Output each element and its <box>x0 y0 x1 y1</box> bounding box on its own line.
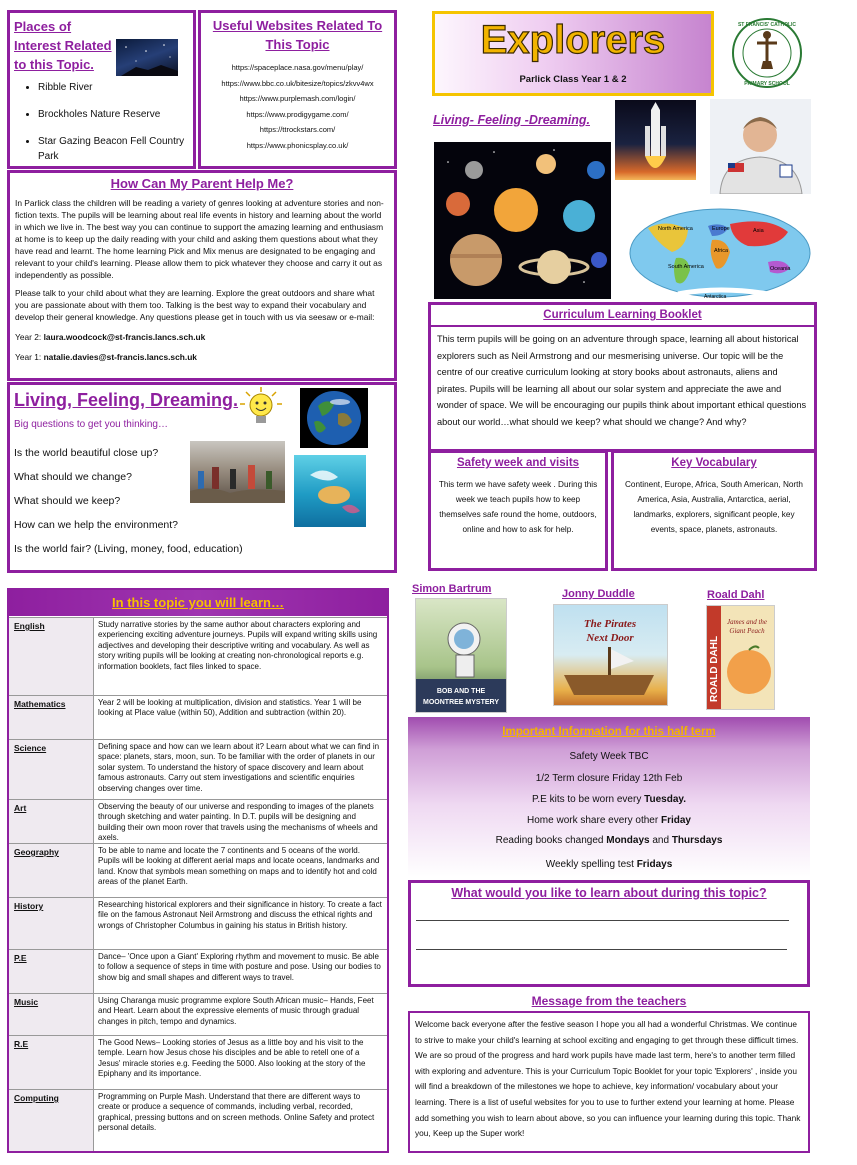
living-heading: Living, Feeling, Dreaming. <box>14 390 239 410</box>
question-item: Is the world fair? (Living, money, food, education) <box>14 543 243 555</box>
svg-text:ROALD DAHL: ROALD DAHL <box>709 635 720 702</box>
rocket-launch-image <box>615 100 696 180</box>
subject-name: Art <box>14 803 27 813</box>
vocab-title: Key Vocabulary <box>671 457 757 469</box>
question-title: What would you like to learn about during this topic? <box>451 886 767 900</box>
subject-name: Mathematics <box>14 699 66 709</box>
subject-row <box>9 949 387 994</box>
parent-help-title: How Can My Parent Help Me? <box>110 176 294 191</box>
year2-email-line: Year 2: laura.woodcock@st-francis.lancs.sch.uk <box>15 332 206 342</box>
author-name: Simon Bartrum <box>412 583 492 595</box>
important-info-box <box>408 717 810 877</box>
subject-description: Observing the beauty of our universe and responding to images of the planets through sketching and water painting. In D.T. pupils will be designing and building their own moon rover that travels using the mechanisms of wheels and axels. <box>98 802 378 843</box>
svg-text:BOB AND THE: BOB AND THE <box>436 688 486 695</box>
big-questions-subheading: Big questions to get you thinking… <box>14 419 168 430</box>
website-link[interactable]: https://www.purplemash.com/login/ <box>239 94 356 104</box>
question-item: How can we help the environment? <box>14 519 179 531</box>
key-vocabulary-box <box>611 450 817 571</box>
subject-cell <box>9 618 94 696</box>
subject-row <box>9 993 387 1036</box>
subject-cell <box>9 800 94 844</box>
subject-description: Study narrative stories by the same author about characters exploring and experiencing exciting adventure journeys. Pupils will expand writing skills using adjectives and developing their descriptive writing and vocabulary. As well as story writing pupils will be looking at creating non-chronological reports e.g. information booklets, fact files linked to space. <box>98 620 378 671</box>
earth-image <box>300 388 368 448</box>
learning-request-box <box>408 880 810 987</box>
map-label: Antarctica <box>704 294 727 300</box>
map-label: Europe <box>712 226 730 232</box>
map-label: North America <box>658 226 693 232</box>
subject-name: Geography <box>14 847 59 857</box>
parent-help-para2: Please talk to your child about what they are learning. Explore the great outdoors and share what you are passionate about with them too. Talking is the best way to expand their vocabulary and develop their general knowledge. Any questions please get in touch with us via seesaw or e-mail: <box>15 288 375 322</box>
place-item: • Brockholes Nature Reserve <box>38 107 193 122</box>
parent-help-para1: In Parlick class the children will be reading a variety of genres looking at adventure stories and non-fiction texts. The pupils will be learning about real life events in history and learning about the world in which we live in. The best way you can continue to support the amazing learning and enthusiasm at home is to keep up the daily reading with your child and asking them questions about what they have read and learnt. The home learning Pick and Mix menus are designated to be engaging and relevant to your child's learning. Please allow them to pick whatever they choose and carry it out as independently as possible. <box>15 198 384 280</box>
svg-text:PRIMARY SCHOOL: PRIMARY SCHOOL <box>744 81 790 87</box>
subject-name: Computing <box>14 1093 59 1103</box>
info-line-homework: Home work share every other Friday <box>527 815 691 826</box>
map-label: Africa <box>714 248 729 254</box>
question-item: Is the world beautiful close up? <box>14 447 159 459</box>
subject-row <box>9 617 387 696</box>
subject-description: The Good News– Looking stories of Jesus as a little boy and his visit to the temple. Learn how Jesus chose his disciples and be able to retell one of a Jesus' miracle stories e.g. Feeding the 5000. Also looking at the story of the Epiphany and its importance. <box>98 1038 366 1079</box>
topic-title: Explorers <box>480 18 666 62</box>
safety-week-box <box>428 450 608 571</box>
subject-description: Dance– 'Once upon a Giant' Exploring rhythm and movement to music. Be able to follow a sequence of steps in time with posture and pose. Using our bodies to show big and small shapes and different ways to travel. <box>98 952 381 982</box>
map-label: Oceania <box>770 266 791 272</box>
subject-name: P.E <box>14 953 27 963</box>
svg-text:The Pirates: The Pirates <box>583 618 637 630</box>
info-line-closure: 1/2 Term closure Friday 12th Feb <box>535 773 683 784</box>
question-item: What should we change? <box>14 471 132 483</box>
living-feeling-dreaming-box <box>7 382 397 573</box>
answer-line[interactable] <box>416 920 789 921</box>
subject-cell <box>9 1036 94 1090</box>
curriculum-booklet-box <box>428 302 817 452</box>
booklet-text: This term pupils will be going on an adventure through space, learning all about historical explorers such as Neil Armstrong and our mesmerising universe. Our topic will be the centre of our creative curriculum looking at story books about astronauts, aliens and pirates. Pupils will be learning all about our solar system and appreciate the awe and wonder of space. We will be encouraging our pupils think about important ethical questions about our world…what should we keep? what should we change? And why? <box>437 334 807 427</box>
subject-name: English <box>14 621 45 631</box>
message-title: Message from the teachers <box>531 994 687 1008</box>
important-title: Important Information for this half term <box>502 726 716 738</box>
booklet-title: Curriculum Learning Booklet <box>543 309 702 321</box>
svg-text:MOONTREE MYSTERY: MOONTREE MYSTERY <box>423 699 499 706</box>
vocab-text: Continent, Europe, Africa, South American, North America, Asia, Australia, Antarctica, aerial, landmarks, explorers, significant people, key events, space, planets, astronauts. <box>625 480 803 534</box>
subject-description: Defining space and how can we learn about it? Learn about what we can find in space: planets, stars, moon, sun. To be familiar with the order of planets in our solar system. To understand the history of space discovery and learn about famous astronauts. Carry out stem investigations and scientific enquiries observing changes over time. <box>98 742 380 793</box>
question-item: What should we keep? <box>14 495 121 507</box>
svg-text:James and the: James and the <box>726 618 768 626</box>
subject-cell <box>9 696 94 740</box>
subject-cell <box>9 740 94 800</box>
subject-row <box>9 739 387 800</box>
year1-email-line: Year 1: natalie.davies@st-francis.lancs.sch.uk <box>15 352 197 362</box>
lightbulb-image <box>236 386 286 426</box>
websites-title: Useful Websites Related To This Topic <box>212 18 383 52</box>
world-map-image <box>628 208 812 300</box>
topic-learning-table <box>7 588 389 1153</box>
night-sky-image <box>116 39 178 76</box>
subject-cell <box>9 844 94 898</box>
subject-cell <box>9 950 94 994</box>
parent-help-box <box>7 170 397 381</box>
book-cover-bob-moontree <box>415 598 507 713</box>
website-link[interactable]: https://www.phonicsplay.co.uk/ <box>246 140 349 150</box>
website-link[interactable]: https://www.bbc.co.uk/bitesize/topics/zkvv4wx <box>221 78 374 88</box>
subject-row <box>9 843 387 898</box>
solar-system-planets-image <box>434 142 611 299</box>
class-subtitle: Parlick Class Year 1 & 2 <box>519 74 627 85</box>
school-logo <box>731 17 803 89</box>
year1-email[interactable]: natalie.davies@st-francis.lancs.sch.uk <box>43 352 197 362</box>
author-name: Roald Dahl <box>707 589 765 601</box>
subject-row <box>9 897 387 950</box>
subject-name: R.E <box>14 1039 29 1049</box>
subject-description: Researching historical explorers and their significance in history. To create a fact file on the famous Astronaut Neil Armstrong and discuss the ethical rights and wrongs of Christopher Columbus in gaining his status in British history. <box>98 900 382 930</box>
teacher-message-box <box>408 1011 810 1153</box>
year2-email[interactable]: laura.woodcock@st-francis.lancs.sch.uk <box>43 332 206 342</box>
subject-description: Using Charanga music programme explore South African music– Hands, Feet and Heart. Learn about the expressive elements of music through gradual changes in pitch, tempo and dynamics. <box>98 996 374 1026</box>
svg-text:Giant Peach: Giant Peach <box>729 627 765 635</box>
theme-title: Living- Feeling -Dreaming. <box>433 113 590 127</box>
info-line-safety: Safety Week TBC <box>569 751 649 762</box>
subject-description: Year 2 will be looking at multiplication, division and statistics. Year 1 will be looking at Place value (within 50), Addition and subtraction (within 20). <box>98 698 362 718</box>
useful-websites-box <box>198 10 397 169</box>
subject-row <box>9 1089 387 1151</box>
safety-text: This term we have safety week . During this week we teach pupils how to keep themselves safe round the home, outdoors, online and how to ask for help. <box>438 480 598 534</box>
author-name: Jonny Duddle <box>562 588 635 600</box>
subject-description: To be able to name and locate the 7 continents and 5 oceans of the world. Pupils will be looking at different aerial maps and locate oceans, landmarks and land. Know that symbols mean something on maps and to identify hot and cold areas of the planet Earth. <box>98 846 380 887</box>
svg-text:Next Door: Next Door <box>586 632 634 644</box>
safety-title: Safety week and visits <box>456 457 580 469</box>
teacher-message-text: Welcome back everyone after the festive season I hope you all had a wonderful Christmas. We continue to strive to make your child's learning at school exciting and engaging to get through these difficult times. We are so proud of the progress and hard work pupils have made last term, here's to another term filled with exploring and adventure. This is your Curriculum Topic Booklet for your topic 'Explorers' , inside you will find a breakdown of the milestones we hope to achieve, key information/ vocabulary about your learning. There is a list of useful websites for you to use to further extend your learning at home. Please add something you wish to learn about above, so you can influence your learning during this topic. Thank you, Keep up the Super work! <box>415 1019 801 1139</box>
place-item: • Ribble River <box>38 80 193 95</box>
map-label: Asia <box>753 228 764 234</box>
subject-name: Science <box>14 743 47 753</box>
ocean-plastic-image <box>294 455 366 527</box>
astronaut-portrait-image <box>710 99 811 194</box>
subject-name: History <box>14 901 44 911</box>
subject-row <box>9 695 387 740</box>
subject-name: Music <box>14 997 39 1007</box>
subject-cell <box>9 1090 94 1151</box>
book-cover-pirates-next-door <box>553 604 668 706</box>
svg-text:ST FRANCIS' CATHOLIC: ST FRANCIS' CATHOLIC <box>737 22 797 28</box>
info-line-spelling: Weekly spelling test Fridays <box>545 859 673 870</box>
subject-row <box>9 1035 387 1090</box>
places-of-interest-box <box>7 10 196 169</box>
website-link[interactable]: https://ttrockstars.com/ <box>259 125 336 135</box>
place-item: • Star Gazing Beacon Fell Country Park <box>38 134 193 164</box>
info-line-pe: P.E kits to be worn every Tuesday. <box>532 794 686 805</box>
pollution-image <box>190 441 285 503</box>
book-cover-james-giant-peach <box>706 605 775 710</box>
subject-cell <box>9 898 94 950</box>
website-link[interactable]: https://www.prodigygame.com/ <box>246 109 349 119</box>
places-title: Places of Interest Related to this Topic. <box>14 19 112 72</box>
website-link[interactable]: https://spaceplace.nasa.gov/menu/play/ <box>231 63 364 72</box>
info-line-reading: Reading books changed Mondays and Thursdays <box>495 835 723 846</box>
map-label: South America <box>668 264 704 270</box>
subject-description: Programming on Purple Mash. Understand that there are different ways to create or produce a sequence of commands, including verbal, recorded, graphical, pressing buttons and on screen methods. Online Safety and protect personal details. <box>98 1092 375 1133</box>
explorers-title-banner <box>432 11 714 96</box>
subject-row <box>9 799 387 844</box>
answer-line[interactable] <box>416 949 787 950</box>
learn-title: In this topic you will learn… <box>9 590 387 616</box>
subject-cell <box>9 994 94 1036</box>
